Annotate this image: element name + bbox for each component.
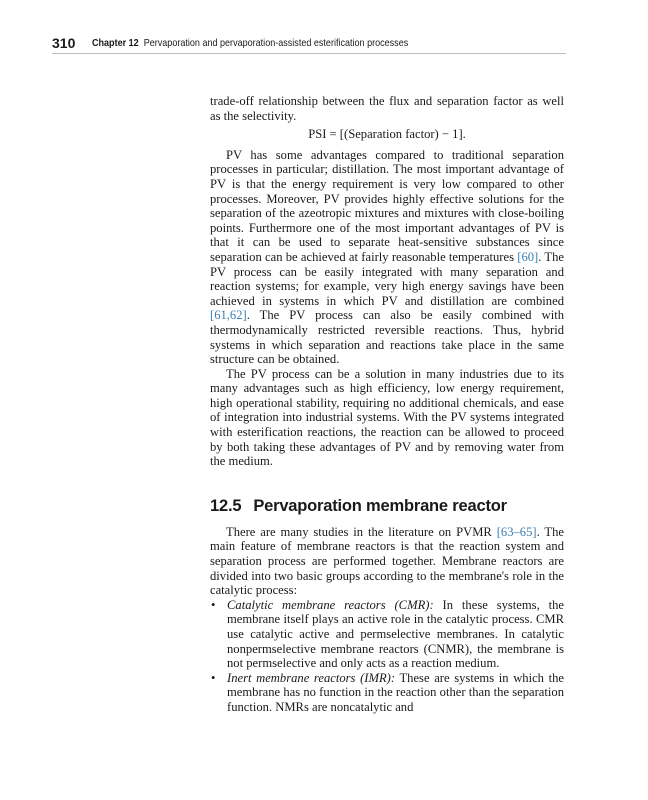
paragraph-pvmr [210, 525, 564, 598]
citation-link[interactable]: [60] [517, 249, 539, 264]
paragraph-text: PV has some advantages compared to traditional separation processes in particular; distillation. The most important advantage of PV is that the energy requirement is very low compared to other processes. Moreover, PV provides highly effective solutions for the separation of the azeotropic mixtures and mixtures with close-boiling points. Furthermore one of the most important advantages of PV is that it can be used to separate heat-sensitive substances since separation can be achieved at fairly reasonable temperatures [210, 147, 564, 264]
paragraph-text: . The PV process can also be easily combined with thermodynamically restricted reversible reactions. Thus, hybrid systems in which separation and reactions take place in the same structure can be obtained. [210, 308, 564, 367]
body-text [210, 94, 564, 715]
citation-link[interactable]: [61,62] [210, 308, 247, 323]
running-title [92, 37, 408, 50]
paragraph-text: There are many studies in the literature on PVMR [226, 524, 497, 539]
citation-link[interactable]: [63–65] [496, 524, 537, 539]
paragraph-intro: trade-off relationship between the flux and separation factor as well as the selectivity. [210, 94, 564, 123]
list-item-text: These are systems in which the membrane has no function in the reaction other than the separation function. NMRs are noncatalytic and [227, 670, 565, 714]
list-item [210, 671, 564, 715]
list-item-term: Catalytic membrane reactors (CMR): [227, 597, 434, 612]
paragraph-industries: The PV process can be a solution in many industries due to its many advantages such as high efficiency, low energy requirement, high operational stability, requiring no additional chemicals, and ease of integration into industrial systems. With the PV systems integrated with esterification reactions, the reaction can be allowed to proceed by both taking these advantages of PV and by removing water from the medium. [210, 366, 564, 469]
list-item-text: In these systems, the membrane itself plays an active role in the catalytic process. CMR use catalytic active and permselective membranes. In catalytic nonpermselective membrane reactors (CNMR), the membrane is not permselective and only acts as a reaction medium. [227, 597, 564, 671]
page-number: 310 [52, 35, 76, 51]
paragraph-text: . The main feature of membrane reactors is that the reaction system and separation process are performed together. Membrane reactors are divided into two basic groups according to the membrane's role in the catalytic process: [210, 524, 564, 598]
equation-psi: PSI = [(Separation factor) − 1]. [308, 127, 466, 142]
list-item-term: Inert membrane reactors (IMR): [227, 670, 396, 685]
section-title: Pervaporation membrane reactor [253, 496, 507, 515]
section-heading [210, 496, 564, 516]
list-item [210, 598, 564, 671]
paragraph-text: . The PV process can be easily integrated with many separation and reaction systems; for example, very high energy savings have been achieved in systems in which PV and distillation are combined [210, 249, 565, 308]
paragraph-advantages [210, 148, 564, 367]
chapter-title: Pervaporation and pervaporation-assisted esterification processes [143, 37, 409, 49]
chapter-label: Chapter 12 [92, 37, 139, 49]
running-header [52, 35, 566, 54]
reactor-types-list [210, 598, 564, 715]
section-number: 12.5 [210, 496, 242, 515]
